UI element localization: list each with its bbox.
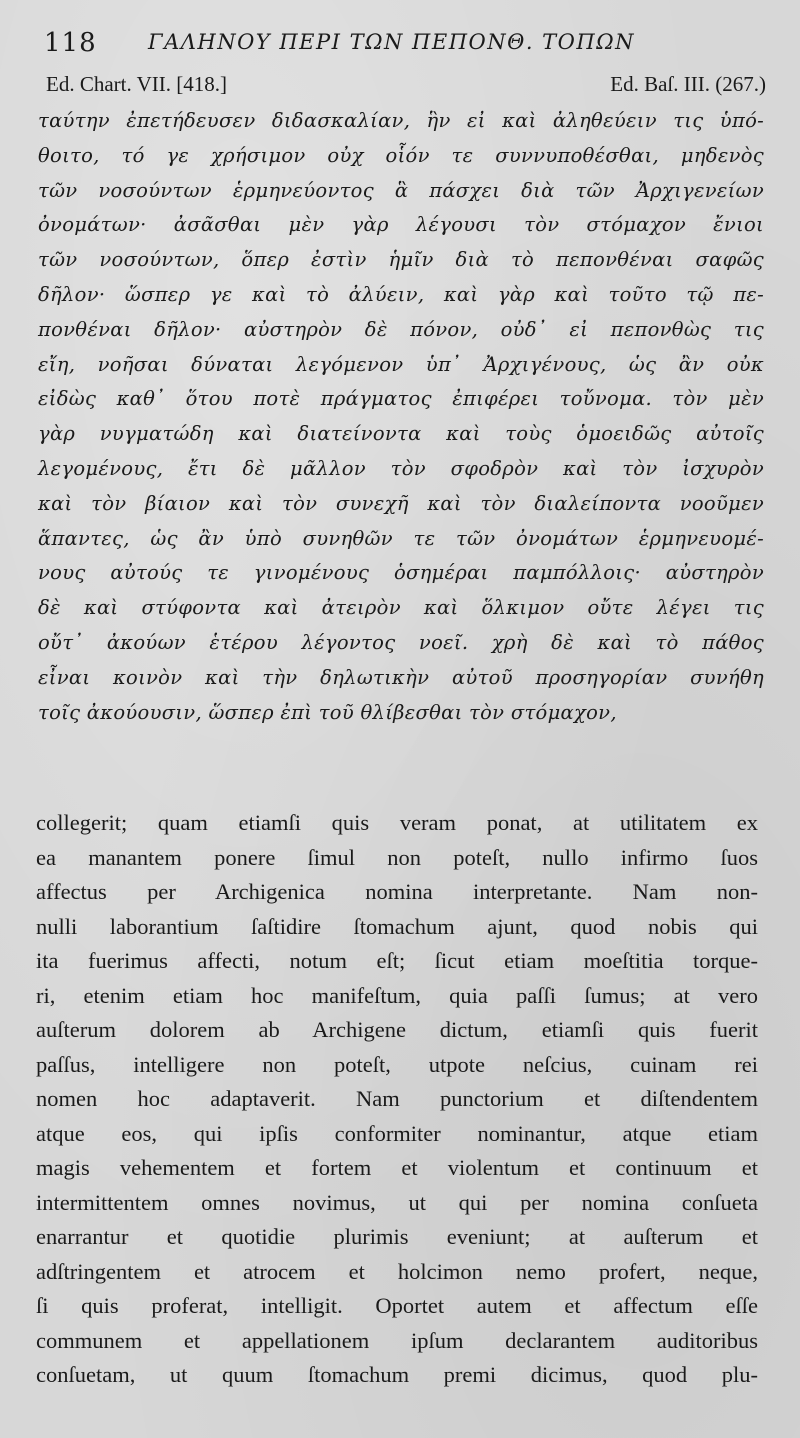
latin-line: conſuetam, ut quum ſtomachum premi dicimus, quod plu- [36,1362,758,1387]
greek-line: ταύτην ἐπετήδευσεν διδασκαλίαν, ἣν εἰ καὶ ἀληθεύειν τις ὑπό- [38,109,764,132]
greek-line: νους αὐτούς τε γινομένους ὁσημέραι παμπόλλοις· αὐστηρὸν [38,561,764,585]
latin-line: collegerit; quam etiamſi quis veram ponat, at utilitatem ex [36,810,758,835]
page-header [44,28,764,68]
latin-line: adſtringentem et atrocem et holcimon nemo profert, neque, [36,1258,758,1284]
edition-reference-chartier: Ed. Chart. VII. [418.] [46,72,227,96]
latin-line: ita fuerimus affecti, notum eſt; ſicut etiam moeſtitia torque- [36,948,758,973]
greek-line: τοῖς ἀκούουσιν, ὥσπερ ἐπὶ τοῦ θλίβεσθαι τὸν στόμαχον, [38,700,617,724]
latin-line: intermittentem omnes novimus, ut qui per nomina conſueta [36,1189,758,1215]
latin-text-block [36,806,758,1393]
latin-line: communem et appellationem ipſum declarantem auditoribus [36,1327,758,1353]
greek-line: καὶ τὸν βίαιον καὶ τὸν συνεχῆ καὶ τὸν διαλείποντα νοοῦμεν [38,491,764,515]
greek-line: ἅπαντες, ὡς ἂν ὑπὸ συνηθῶν τε τῶν ὀνομάτων ἑρμηνευομέ- [38,526,764,550]
greek-line: οὔτ᾽ ἀκούων ἑτέρου λέγοντος νοεῖ. χρὴ δὲ καὶ τὸ πάθος [38,630,764,654]
greek-line: θοιτο, τό γε χρήσιμον οὐχ οἷόν τε συννυποθέσθαι, μηδενὸς [38,143,764,167]
latin-line: nulli laborantium ſaſtidire ſtomachum ajunt, quod nobis qui [36,913,758,939]
greek-line: γὰρ νυγματώδη καὶ διατείνοντα καὶ τοὺς ὁμοειδῶς αὐτοῖς [38,422,764,446]
latin-line: nomen hoc adaptaverit. Nam punctorium et diſtendentem [36,1086,758,1111]
latin-line: auſterum dolorem ab Archigene dictum, etiamſi quis fuerit [36,1017,758,1042]
edition-references [46,72,766,102]
greek-text-block [38,104,764,730]
page-number: 118 [44,28,97,58]
greek-line: εἶναι κοινὸν καὶ τὴν δηλωτικὴν αὐτοῦ προσηγορίαν συνήθη [38,665,764,689]
greek-line: εἰδὼς καθ᾽ ὅτου ποτὲ πράγματος ἐπιφέρει τοὔνομα. τὸν μὲν [38,387,764,411]
greek-line: πονθέναι δῆλον· αὐστηρὸν δὲ πόνον, οὐδ᾽ εἰ πεπονθὼς τις [38,317,764,341]
latin-line: magis vehementem et fortem et violentum et continuum et [36,1155,758,1180]
latin-line: ri, etenim etiam hoc manifeſtum, quia paſſi ſumus; at vero [36,982,758,1008]
edition-reference-basel: Ed. Baſ. III. (267.) [610,72,766,96]
greek-line: τῶν νοσούντων ἑρμηνεύοντος ἃ πάσχει διὰ τῶν Ἀρχιγενείων [38,178,764,202]
greek-line: δὲ καὶ στύφοντα καὶ ἀτειρὸν καὶ ὅλκιμον οὔτε λέγει τις [38,596,764,620]
latin-line: affectus per Archigenica nomina interpretante. Nam non- [36,879,758,904]
greek-line: ὀνομάτων· ἀσᾶσθαι μὲν γὰρ λέγουσι τὸν στόμαχον ἔνιοι [38,213,764,237]
latin-line: atque eos, qui ipſis conformiter nominantur, atque etiam [36,1120,758,1146]
greek-line: τῶν νοσούντων, ὅπερ ἐστὶν ἡμῖν διὰ τὸ πεπονθέναι σαφῶς [38,248,764,272]
running-title: ΓΑΛΗΝΟΥ ΠΕΡΙ ΤΩΝ ΠΕΠΟΝΘ. ΤΟΠΩΝ [148,30,635,54]
latin-line: ſi quis proferat, intelligit. Oportet autem et affectum eſſe [36,1293,758,1318]
latin-line: ea manantem ponere ſimul non poteſt, nullo infirmo ſuos [36,844,758,870]
greek-line: δῆλον· ὥσπερ γε καὶ τὸ ἀλύειν, καὶ γὰρ καὶ τοῦτο τῷ πε- [38,282,764,306]
greek-line: λεγομένους, ἔτι δὲ μᾶλλον τὸν σφοδρὸν καὶ τὸν ἰσχυρὸν [38,456,764,480]
latin-line: enarrantur et quotidie plurimis eveniunt; at auſterum et [36,1224,758,1249]
greek-line: εἴη, νοῆσαι δύναται λεγόμενον ὑπ᾽ Ἀρχιγένους, ὡς ἂν οὐκ [38,352,764,376]
latin-line: paſſus, intelligere non poteſt, utpote neſcius, cuinam rei [36,1051,758,1077]
